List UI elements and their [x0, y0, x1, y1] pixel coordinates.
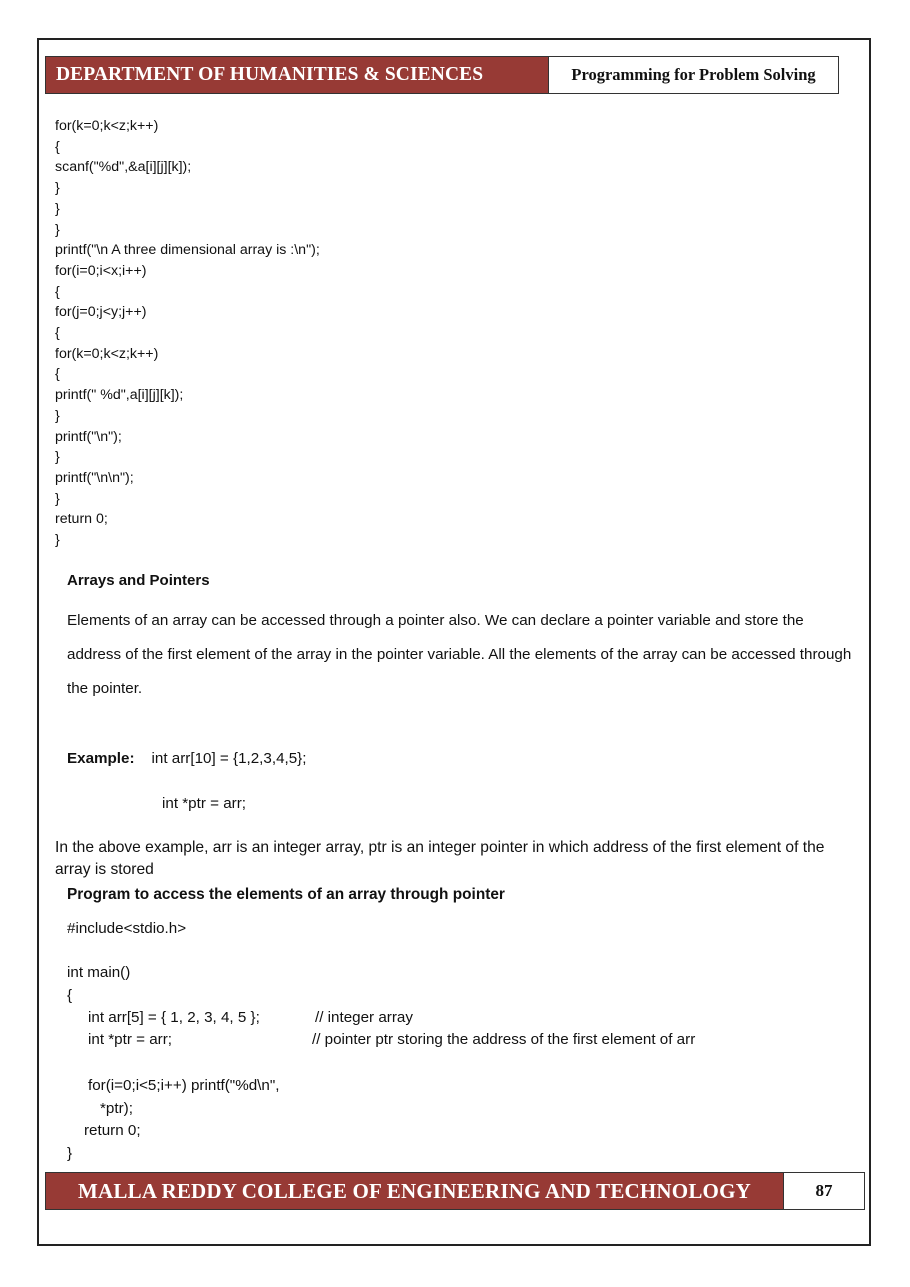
code-loop: for(i=0;i<5;i++) printf("%d\n",	[88, 1077, 280, 1094]
code-return: return 0;	[84, 1122, 141, 1139]
code-decl-arr: int arr[5] = { 1, 2, 3, 4, 5 };	[88, 1009, 260, 1026]
example-label: Example:	[67, 750, 135, 767]
section-heading: Arrays and Pointers	[67, 572, 210, 589]
code-loop-cont: *ptr);	[100, 1100, 133, 1117]
section-paragraph: Elements of an array can be accessed through a pointer also. We can declare a pointer variable and store the address of the first element of the array in the pointer variable. All the elements of the array can be accessed through the pointer.	[67, 612, 852, 697]
page-number: 87	[783, 1173, 864, 1209]
code-decl-ptr: int *ptr = arr;	[88, 1031, 172, 1048]
page-footer	[45, 1172, 865, 1210]
college-name: MALLA REDDY COLLEGE OF ENGINEERING AND TECHNOLOGY	[46, 1173, 783, 1209]
program-heading: Program to access the elements of an array through pointer	[67, 886, 505, 903]
code-comment-ptr: // pointer ptr storing the address of the first element of arr	[312, 1031, 696, 1048]
example-code-2: int *ptr = arr;	[162, 795, 246, 812]
example-line-1	[67, 750, 306, 767]
department-title: DEPARTMENT OF HUMANITIES & SCIENCES	[46, 57, 548, 93]
code-close-brace: }	[67, 1145, 73, 1162]
code-main: int main()	[67, 964, 131, 981]
code-comment-arr: // integer array	[315, 1009, 413, 1026]
explanation-paragraph: In the above example, arr is an integer array, ptr is an integer pointer in which address of the first element of the array is stored	[55, 839, 825, 878]
code-open-brace: {	[67, 987, 73, 1004]
subject-title: Programming for Problem Solving	[548, 57, 838, 93]
code-block-three-dimensional-array: for(k=0;k<z;k++) { scanf("%d",&a[i][j][k]); } } } printf("\n A three dimensional array is :\n"); for(i=0;i<x;i++) { for(j=0;j<y;j++) { for(k=0;k<z;k++) { printf(" %d",a[i][j][k]); } printf("\n"); } printf("\n\n"); } return 0; }	[55, 118, 320, 549]
code-include: #include<stdio.h>	[67, 920, 187, 937]
page-header	[45, 56, 839, 94]
example-code-1: int arr[10] = {1,2,3,4,5};	[151, 750, 307, 767]
